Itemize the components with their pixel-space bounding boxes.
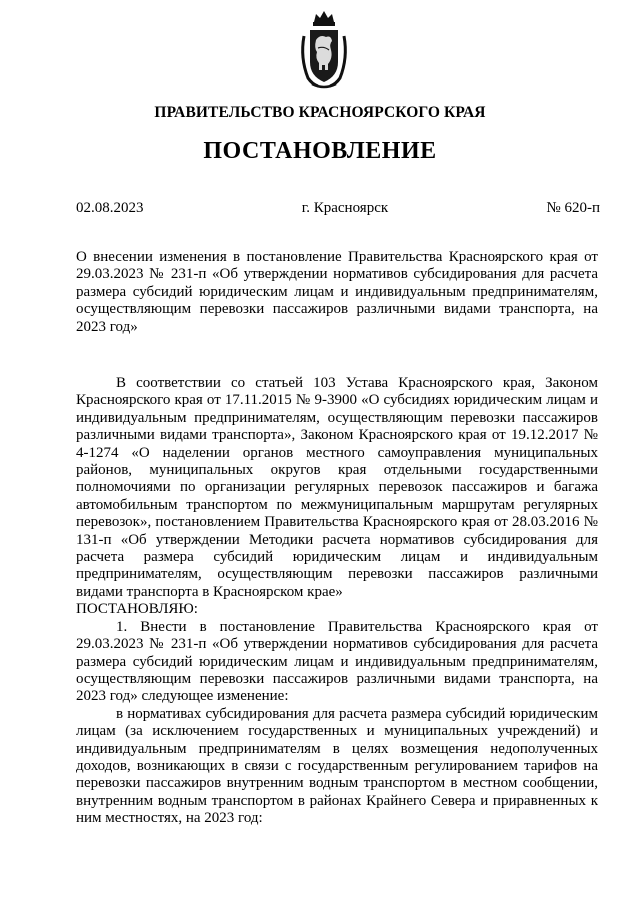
- resolve-heading: ПОСТАНОВЛЯЮ:: [76, 601, 198, 618]
- preamble-paragraph: В соответствии со статьей 103 Устава Красноярского края, Законом Красноярского края от 17.11.2015 № 9-3900 «О субсидиях юридическим лицам и индивидуальным предпринимателям, осуществляющим перевозки пассажиров различными видами транспорта», Законом Красноярского края от 19.12.2017 № 4-1274 «О наделении органов местного самоуправления муниципальных районов, муниципальных округов края отдельными государственными полномочиями по организации регулярных перевозок пассажиров и багажа автомобильным транспортом по межмуниципальным маршрутам регулярных перевозок», постановлением Правительства Красноярского края от 28.03.2016 № 131-п «Об утверждении Методики расчета нормативов субсидирования для расчета размера субсидий юридическим лицам и индивидуальным предпринимателям, осуществляющим перевозки пассажиров различными видами транспорта в Красноярском крае»: [76, 375, 598, 600]
- item-1-detail-paragraph: в нормативах субсидирования для расчета размера субсидий юридическим лицам (за исключением государственных и муниципальных учреждений) и индивидуальным предпринимателям в целях возмещения недополученных доходов, возникающих в связи с государственным регулированием тарифов на перевозки пассажиров внутренним водным транспортом в местном сообщении, внутренним водным транспортом в районах Крайнего Севера и приравненных к ним местностях, на 2023 год:: [76, 705, 598, 827]
- document-type-title: ПОСТАНОВЛЕНИЕ: [203, 138, 437, 164]
- document-meta-row: [76, 200, 600, 217]
- document-city: г. Красноярск: [301, 200, 389, 216]
- document-date: 02.08.2023: [76, 200, 144, 216]
- document-subject: О внесении изменения в постановление Правительства Красноярского края от 29.03.2023 № 231-п «Об утверждении нормативов субсидирования для расчета размера субсидий юридическим лицам и индивидуальным предпринимателям, осуществляющим перевозки пассажиров различными видами транспорта, на 2023 год»: [76, 249, 598, 335]
- document-body: [76, 375, 598, 828]
- government-title: ПРАВИТЕЛЬСТВО КРАСНОЯРСКОГО КРАЯ: [154, 104, 486, 121]
- item-1-paragraph: 1. Внести в постановление Правительства Красноярского края от 29.03.2023 № 231-п «Об утверждении нормативов субсидирования для расчета размера субсидий юридическим лицам и индивидуальным предпринимателям, осуществляющим перевозки пассажиров различными видами транспорта, на 2023 год» следующее изменение:: [76, 618, 598, 705]
- krasnoyarsk-coat-of-arms-icon: [298, 8, 350, 90]
- document-number: № 620-п: [546, 200, 600, 216]
